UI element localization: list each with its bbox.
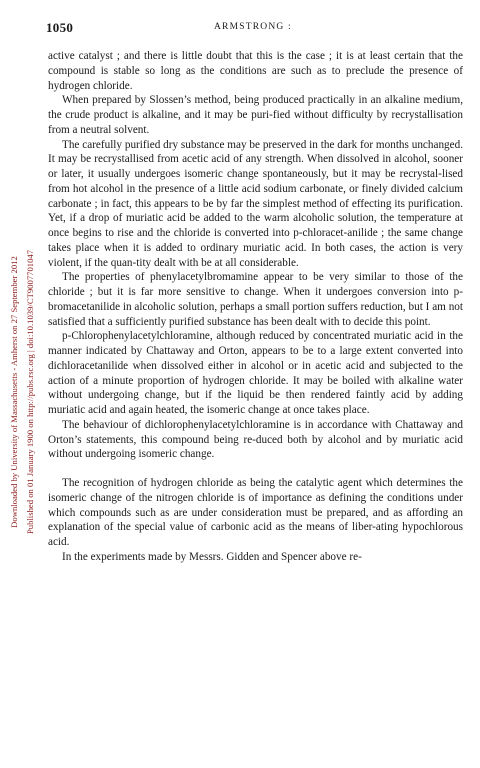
- page-header: [46, 20, 462, 36]
- article-body: [48, 49, 463, 565]
- paragraph-6: The behaviour of dichlorophenylacetylchloramine is in accordance with Chattaway and Orton’s statements, this compound being re-duced both by alcohol and by muriatic acid without undergoing isomeric change.: [48, 418, 463, 461]
- paragraph-7: The recognition of hydrogen chloride as being the catalytic agent which determines the isomeric change of the nitrogen chloride is of importance as defining the conditions under which compounds such as are under consideration must be prepared, and as affording an explanation of the special value of carbonic acid as the means of liber-ating hypochlorous acid.: [48, 477, 463, 548]
- publication-notice: Published on 01 January 1900 on http://pubs.rsc.org | doi:10.1039/CT9007701047: [25, 249, 35, 535]
- paragraph-4: The properties of phenylacetylbromamine appear to be very similar to those of the chloride ; but it is far more sensitive to change. When it undergoes conversion into p-bromacetanilide in alcoholic solution, perhaps a small portion suffers reduction, but I am not satisfied that a sufficiently purified substance has been dealt with to decide this point.: [48, 271, 463, 328]
- running-head: ARMSTRONG :: [214, 22, 292, 32]
- paragraph-2: When prepared by Slossen’s method, being produced practically in an alkaline medium, the crude product is alkaline, and it may be puri-fied without difficulty by recrystallisation from a neutral solvent.: [48, 94, 463, 136]
- paragraph-1: active catalyst ; and there is little doubt that this is the case ; it is at least certain that the compound is stable so long as the conditions are such as to preclude the presence of hydrogen chloride.: [48, 50, 463, 92]
- paragraph-3: The carefully purified dry substance may be preserved in the dark for months unchanged. It may be recrystallised from acetic acid of any strength. When dissolved in alcohol, sooner or later, it usually undergoes isomeric change spontaneously, but it may be recrystal-lised from hot alcohol in the presence of a little acid sodium carbonate, or finely divided calcium carbonate ; in fact, this appears to be by far the simplest method of effecting its purification. Yet, if a drop of muriatic acid be added to the warm alcoholic solution, the temperature at once begins to rise and the chloride is converted into p-chloracet-anilide ; the same change takes place when it is added to ordinary muriatic acid. In both cases, the action is very violent, if the quan-tity dealt with be at all considerable.: [48, 138, 463, 269]
- paragraph-5: p-Chlorophenylacetylchloramine, although reduced by concentrated muriatic acid in the manner indicated by Chattaway and Orton, appears to be to a large extent converted into dichloracetanilide when dissolved either in alcohol or in acetic acid and subjected to the action of a minute proportion of hydrogen chloride. It may be boiled with alkaline water without undergoing change, but if the liquid be then rendered faintly acid by adding muriatic acid and again heated, the isomeric change at once takes place.: [48, 330, 463, 416]
- page-number: 1050: [46, 20, 74, 35]
- paragraph-8: In the experiments made by Messrs. Gidden and Spencer above re-: [62, 550, 362, 563]
- download-notice: Downloaded by University of Massachusetts - Amherst on 27 September 2012: [9, 256, 19, 528]
